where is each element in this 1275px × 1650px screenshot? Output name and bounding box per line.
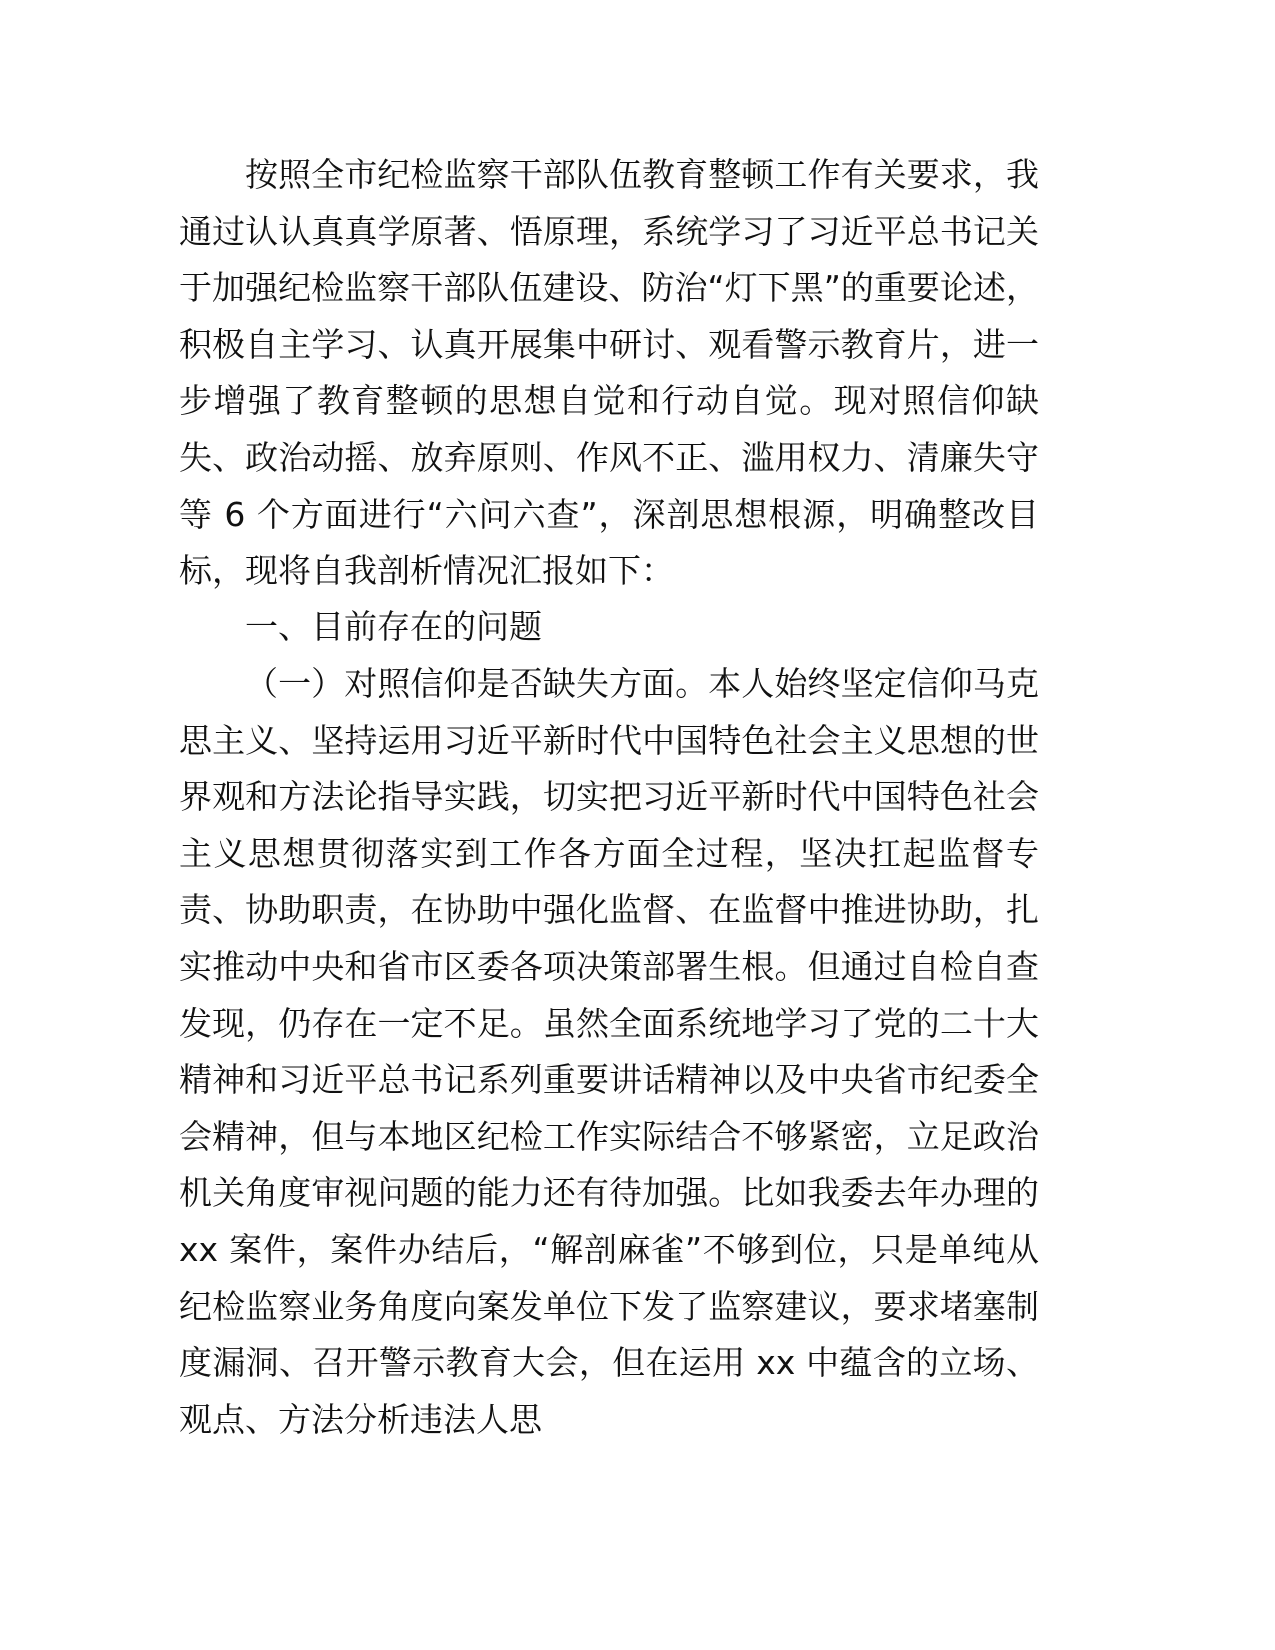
subsection-paragraph-block [179,656,1039,1448]
section-heading: 一、目前存在的问题 [245,607,542,646]
intro-paragraph-block [179,147,1039,600]
section-heading-block [179,599,1039,656]
intro-paragraph: 按照全市纪检监察干部队伍教育整顿工作有关要求，我通过认认真真学原著、悟原理，系统学习了习近平总书记关于加强纪检监察干部队伍建设、防治“灯下黑”的重要论述，积极自主学习、认真开展集中研讨、观看警示教育片，进一步增强了教育整顿的思想自觉和行动自觉。现对照信仰缺失、政治动摇、放弃原则、作风不正、滥用权力、清廉失守等 6 个方面进行“六问六查”，深剖思想根源，明确整改目标，现将自我剖析情况汇报如下： [179,155,1039,591]
subsection-paragraph: （一）对照信仰是否缺失方面。本人始终坚定信仰马克思主义、坚持运用习近平新时代中国特色社会主义思想的世界观和方法论指导实践，切实把习近平新时代中国特色社会主义思想贯彻落实到工作各方面全过程，坚决扛起监督专责、协助职责，在协助中强化监督、在监督中推进协助，扎实推动中央和省市区委各项决策部署生根。但通过自检自查发现，仍存在一定不足。虽然全面系统地学习了党的二十大精神和习近平总书记系列重要讲话精神以及中央省市纪委全会精神，但与本地区纪检工作实际结合不够紧密，立足政治机关角度审视问题的能力还有待加强。比如我委去年办理的 xx 案件，案件办结后，“解剖麻雀”不够到位，只是单纯从纪检监察业务角度向案发单位下发了监察建议，要求堵塞制度漏洞、召开警示教育大会，但在运用 xx 中蕴含的立场、观点、方法分析违法人思 [179,664,1039,1439]
